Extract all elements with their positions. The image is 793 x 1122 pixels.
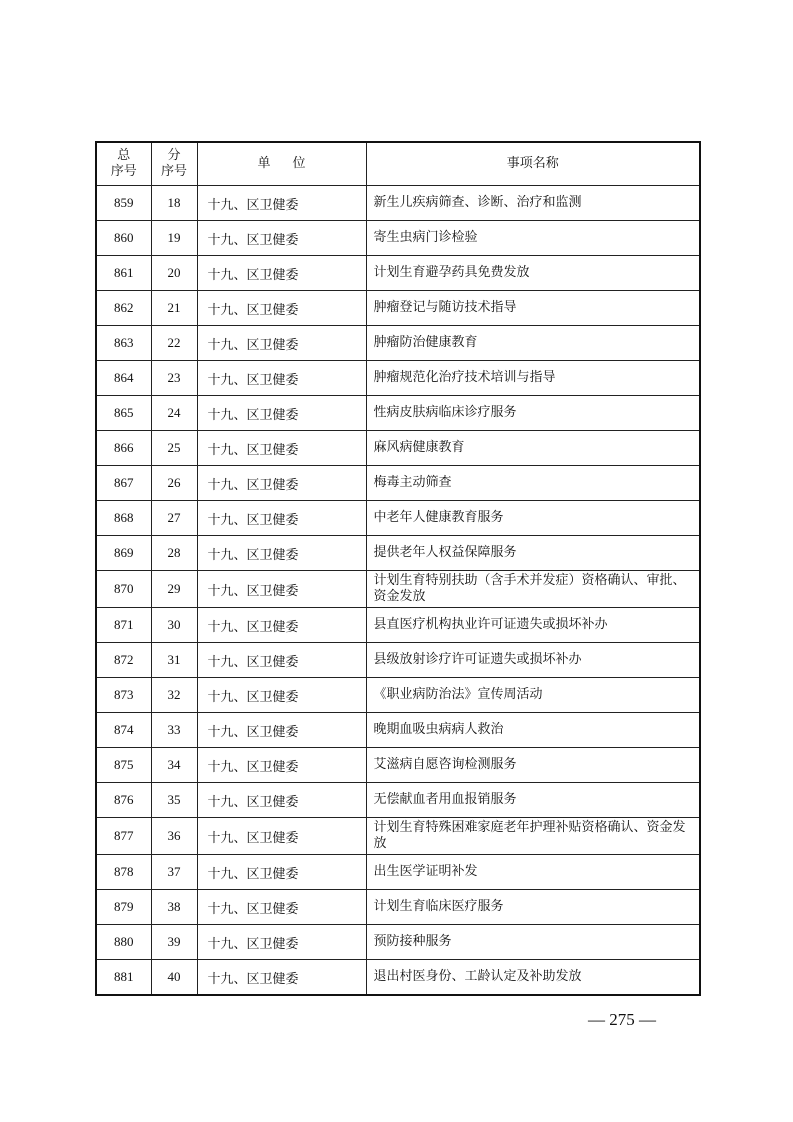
- cell-item-name: 计划生育避孕药具免费发放: [366, 256, 700, 291]
- cell-item-name: 县直医疗机构执业许可证遗失或损坏补办: [366, 608, 700, 643]
- cell-unit: 十九、区卫健委: [197, 221, 366, 256]
- cell-total-serial: 865: [96, 396, 151, 431]
- cell-item-name: 出生医学证明补发: [366, 855, 700, 890]
- table-row: [96, 960, 700, 996]
- cell-item-name: 计划生育临床医疗服务: [366, 890, 700, 925]
- page-number: — 275 —: [588, 1010, 656, 1029]
- cell-unit: 十九、区卫健委: [197, 431, 366, 466]
- cell-item-name: 提供老年人权益保障服务: [366, 536, 700, 571]
- cell-sub-serial: 20: [151, 256, 197, 291]
- cell-sub-serial: 40: [151, 960, 197, 996]
- cell-item-name: 退出村医身份、工龄认定及补助发放: [366, 960, 700, 996]
- table-row: [96, 291, 700, 326]
- cell-sub-serial: 29: [151, 571, 197, 608]
- cell-unit: 十九、区卫健委: [197, 536, 366, 571]
- cell-total-serial: 871: [96, 608, 151, 643]
- table-row: [96, 361, 700, 396]
- cell-sub-serial: 30: [151, 608, 197, 643]
- cell-item-name: 麻风病健康教育: [366, 431, 700, 466]
- cell-sub-serial: 36: [151, 818, 197, 855]
- cell-total-serial: 869: [96, 536, 151, 571]
- cell-sub-serial: 19: [151, 221, 197, 256]
- header-total-line2: 序号: [110, 164, 137, 179]
- table-row: [96, 501, 700, 536]
- cell-unit: 十九、区卫健委: [197, 466, 366, 501]
- header-item-label: 事项名称: [506, 156, 559, 171]
- cell-unit: 十九、区卫健委: [197, 783, 366, 818]
- cell-unit: 十九、区卫健委: [197, 186, 366, 221]
- table-row: [96, 396, 700, 431]
- cell-sub-serial: 37: [151, 855, 197, 890]
- cell-unit: 十九、区卫健委: [197, 855, 366, 890]
- cell-unit: 十九、区卫健委: [197, 571, 366, 608]
- cell-unit: 十九、区卫健委: [197, 678, 366, 713]
- cell-item-name: 梅毒主动筛查: [366, 466, 700, 501]
- cell-item-name: 性病皮肤病临床诊疗服务: [366, 396, 700, 431]
- header-sub-serial: [151, 142, 197, 186]
- table-header-row: [96, 142, 700, 186]
- cell-item-name: 肿瘤规范化治疗技术培训与指导: [366, 361, 700, 396]
- cell-unit: 十九、区卫健委: [197, 291, 366, 326]
- table-row: [96, 925, 700, 960]
- cell-unit: 十九、区卫健委: [197, 501, 366, 536]
- cell-sub-serial: 22: [151, 326, 197, 361]
- cell-item-name: 中老年人健康教育服务: [366, 501, 700, 536]
- cell-total-serial: 874: [96, 713, 151, 748]
- table-row: [96, 571, 700, 608]
- cell-total-serial: 867: [96, 466, 151, 501]
- cell-unit: 十九、区卫健委: [197, 361, 366, 396]
- cell-item-name: 无偿献血者用血报销服务: [366, 783, 700, 818]
- table-row: [96, 256, 700, 291]
- cell-sub-serial: 26: [151, 466, 197, 501]
- header-sub-line1: 分: [167, 148, 181, 163]
- table-row: [96, 466, 700, 501]
- cell-total-serial: 864: [96, 361, 151, 396]
- cell-sub-serial: 21: [151, 291, 197, 326]
- cell-item-name: 计划生育特别扶助（含手术并发症）资格确认、审批、资金发放: [366, 571, 700, 608]
- cell-total-serial: 862: [96, 291, 151, 326]
- cell-unit: 十九、区卫健委: [197, 818, 366, 855]
- header-total-serial: [96, 142, 151, 186]
- cell-total-serial: 879: [96, 890, 151, 925]
- cell-total-serial: 873: [96, 678, 151, 713]
- header-sub-line2: 序号: [160, 164, 187, 179]
- cell-item-name: 肿瘤防治健康教育: [366, 326, 700, 361]
- cell-item-name: 《职业病防治法》宣传周活动: [366, 678, 700, 713]
- cell-item-name: 晚期血吸虫病病人救治: [366, 713, 700, 748]
- cell-total-serial: 860: [96, 221, 151, 256]
- table-row: [96, 890, 700, 925]
- table-row: [96, 855, 700, 890]
- cell-sub-serial: 28: [151, 536, 197, 571]
- cell-item-name: 寄生虫病门诊检验: [366, 221, 700, 256]
- cell-sub-serial: 35: [151, 783, 197, 818]
- cell-total-serial: 861: [96, 256, 151, 291]
- header-total-line1: 总: [117, 148, 131, 163]
- cell-item-name: 县级放射诊疗许可证遗失或损坏补办: [366, 643, 700, 678]
- cell-total-serial: 868: [96, 501, 151, 536]
- cell-sub-serial: 32: [151, 678, 197, 713]
- table-row: [96, 783, 700, 818]
- cell-total-serial: 877: [96, 818, 151, 855]
- table-row: [96, 748, 700, 783]
- header-unit: [197, 142, 366, 186]
- cell-item-name: 艾滋病自愿咨询检测服务: [366, 748, 700, 783]
- cell-sub-serial: 34: [151, 748, 197, 783]
- cell-sub-serial: 31: [151, 643, 197, 678]
- cell-sub-serial: 23: [151, 361, 197, 396]
- cell-total-serial: 872: [96, 643, 151, 678]
- cell-total-serial: 880: [96, 925, 151, 960]
- header-unit-label: 单位: [257, 156, 328, 171]
- cell-unit: 十九、区卫健委: [197, 643, 366, 678]
- cell-total-serial: 866: [96, 431, 151, 466]
- cell-unit: 十九、区卫健委: [197, 713, 366, 748]
- cell-unit: 十九、区卫健委: [197, 925, 366, 960]
- table-row: [96, 326, 700, 361]
- cell-total-serial: 876: [96, 783, 151, 818]
- cell-sub-serial: 24: [151, 396, 197, 431]
- table-row: [96, 431, 700, 466]
- cell-total-serial: 863: [96, 326, 151, 361]
- service-items-table: [95, 141, 701, 996]
- table-row: [96, 713, 700, 748]
- cell-item-name: 肿瘤登记与随访技术指导: [366, 291, 700, 326]
- cell-total-serial: 870: [96, 571, 151, 608]
- table-row: [96, 608, 700, 643]
- cell-item-name: 新生儿疾病筛查、诊断、治疗和监测: [366, 186, 700, 221]
- table-row: [96, 536, 700, 571]
- table-row: [96, 186, 700, 221]
- cell-total-serial: 875: [96, 748, 151, 783]
- cell-unit: 十九、区卫健委: [197, 396, 366, 431]
- cell-unit: 十九、区卫健委: [197, 608, 366, 643]
- table-row: [96, 678, 700, 713]
- cell-sub-serial: 39: [151, 925, 197, 960]
- table-body: [96, 186, 700, 996]
- cell-unit: 十九、区卫健委: [197, 960, 366, 996]
- cell-unit: 十九、区卫健委: [197, 256, 366, 291]
- cell-unit: 十九、区卫健委: [197, 326, 366, 361]
- cell-total-serial: 881: [96, 960, 151, 996]
- cell-sub-serial: 25: [151, 431, 197, 466]
- cell-sub-serial: 18: [151, 186, 197, 221]
- table-row: [96, 818, 700, 855]
- cell-item-name: 预防接种服务: [366, 925, 700, 960]
- header-item-name: [366, 142, 700, 186]
- cell-sub-serial: 33: [151, 713, 197, 748]
- table-row: [96, 221, 700, 256]
- cell-unit: 十九、区卫健委: [197, 748, 366, 783]
- cell-total-serial: 878: [96, 855, 151, 890]
- cell-total-serial: 859: [96, 186, 151, 221]
- table-row: [96, 643, 700, 678]
- cell-unit: 十九、区卫健委: [197, 890, 366, 925]
- cell-sub-serial: 27: [151, 501, 197, 536]
- cell-sub-serial: 38: [151, 890, 197, 925]
- cell-item-name: 计划生育特殊困难家庭老年护理补贴资格确认、资金发放: [366, 818, 700, 855]
